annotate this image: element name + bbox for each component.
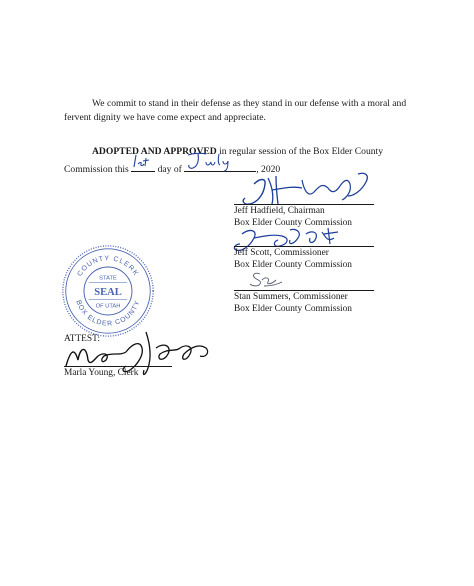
adoption-text-1: in regular session of the Box Elder County Commission this	[64, 146, 383, 175]
signer-name: Stan Summers, Commissioner	[234, 292, 348, 302]
signer-title: Box Elder County Commission	[234, 260, 352, 270]
seal-bottom-arc: BOX ELDER COUNTY	[74, 299, 142, 328]
adopted-approved-lead: ADOPTED AND APPROVED	[92, 146, 217, 157]
commitment-paragraph: We commit to stand in their defense as they stand in our defense with a moral and fervent dignity we have come expect and appreciate.	[64, 98, 407, 123]
signer-name: Jeff Hadfield, Chairman	[234, 206, 325, 216]
month-handwriting	[184, 150, 256, 172]
signer-title: Box Elder County Commission	[234, 218, 352, 228]
signer-name: Jeff Scott, Commissioner	[234, 248, 329, 258]
county-seal	[60, 243, 156, 339]
adoption-text-3: , 2020	[256, 164, 281, 175]
signature-block-young	[64, 366, 214, 379]
signature-block-summers	[234, 290, 384, 315]
seal-center: SEAL	[94, 286, 122, 298]
attest-label: ATTEST:	[64, 334, 100, 344]
adoption-text-2: day of	[155, 164, 185, 175]
seal-top-arc: COUNTY CLERK	[76, 255, 140, 278]
signer-title: Box Elder County Commission	[234, 304, 352, 314]
seal-state: STATE	[99, 275, 117, 282]
day-handwriting	[131, 150, 155, 172]
signature-summers-drawing	[246, 268, 286, 292]
day-blank	[131, 159, 155, 172]
seal-of-utah: OF UTAH	[95, 303, 121, 310]
signer-name: Marla Young, Clerk	[64, 368, 139, 378]
